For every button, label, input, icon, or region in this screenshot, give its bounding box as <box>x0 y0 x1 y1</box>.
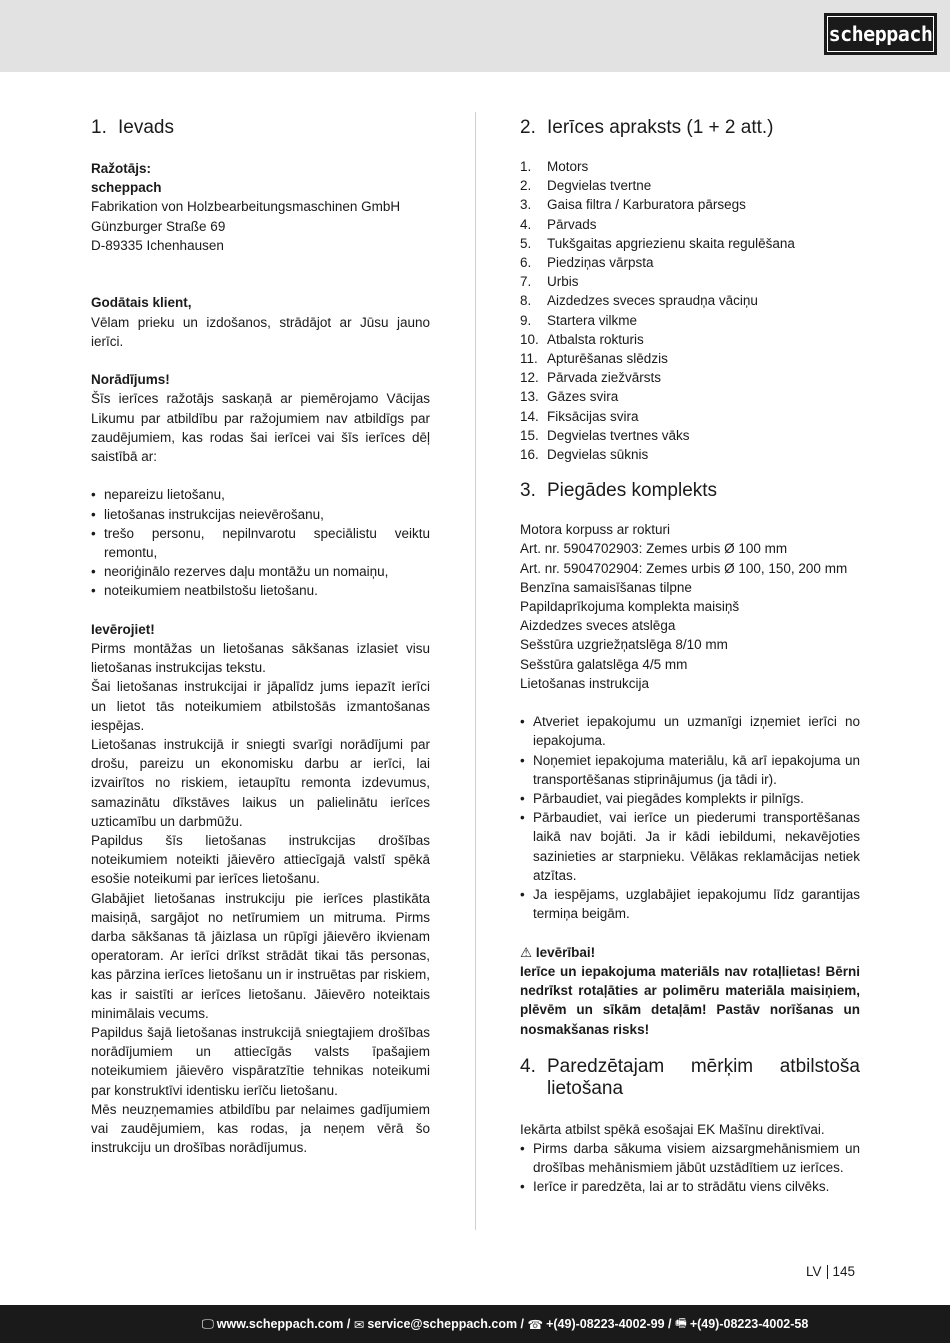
address-line: Fabrikation von Holzbearbeitungsmaschinen GmbH <box>91 199 401 215</box>
attention-label: Ievērojiet! <box>91 621 155 637</box>
list-item: 6. Piedziņas vārpsta <box>520 255 654 271</box>
brand-logo-text: scheppach <box>828 22 933 46</box>
warning-triangle-icon: ⚠ <box>520 944 533 960</box>
page-number-value: 145 <box>832 1264 856 1279</box>
column-divider <box>475 112 476 1230</box>
mail-icon: ✉ <box>353 1317 365 1332</box>
section-2-title: Ierīces apraksts (1 + 2 att.) <box>547 117 774 138</box>
section-3-title: Piegādes komplekts <box>547 480 718 502</box>
list-item: 12. Pārvada ziežvārsts <box>520 370 662 386</box>
delivery-item: Art. nr. 5904702903: Zemes urbis Ø 100 mm <box>520 541 788 557</box>
footer-bar: 🖵 www.scheppach.com / ✉ service@scheppach.com / ☎ +(49)-08223-4002-99 / 🖷 +(49)-08223-4002-58 <box>0 1305 950 1343</box>
left-column <box>91 117 430 1157</box>
warning-text: Ierīce un iepakojuma materiāls nav rotaļlietas! Bērni nedrīkst rotaļāties ar polimēru materiāla maisiņiem, plēvēm un sīkām detaļām! Pastāv norīšanas un nosmakšanas risks! <box>520 963 860 1037</box>
list-item: 3. Gaisa filtra / Karburatora pārsegs <box>520 197 746 213</box>
section-4-heading <box>520 1056 860 1100</box>
footer-fax: +(49)-08223-4002-58 <box>689 1317 809 1331</box>
section-2-heading <box>520 117 860 139</box>
header-band <box>0 0 950 72</box>
manufacturer-name: scheppach <box>91 180 162 196</box>
list-item: 14. Fiksācijas svira <box>520 408 639 424</box>
section-1-title: Ievads <box>118 117 174 138</box>
liability-list <box>91 485 430 600</box>
section-2-number: 2. <box>520 117 536 138</box>
attention-paragraph: Šai lietošanas instrukcijai ir jāpalīdz jums iepazīt ierīci un lietot tās noteikumiem atbilstošās izmantošanas iespējas. <box>91 679 430 733</box>
manufacturer-label: Ražotājs: <box>91 161 152 176</box>
list-item: 2. Degvielas tvertne <box>520 178 652 194</box>
note-text: Šīs ierīces ražotājs saskaņā ar piemērojamo Vācijas Likumu par atbildību par ražojumiem nav atbildīgs par zaudējumiem, kas rodas šai ierīcei vai šīs ierīces dēļ saistībā ar: <box>91 391 430 464</box>
list-item: • nepareizu lietošanu, <box>91 485 430 504</box>
list-item: • noteikumiem neatbilstošu lietošanu. <box>91 581 430 600</box>
parts-list <box>520 157 860 464</box>
attention-paragraph: Pirms montāžas un lietošanas sākšanas izlasiet visu lietošanas instrukcijas tekstu. <box>91 641 430 676</box>
section-4-title: Paredzētajam mērķim atbilstoša lietošana <box>547 1055 860 1099</box>
attention-paragraph: Papildus šajā lietošanas instrukcijā sniegtajiem drošības norādījumiem un attiecīgās valsts īpašajiem noteikumiem jāievēro vispāratzītie tehnikas noteikumi par konstruktīvi identisku ierīču lietošanu. <box>91 1025 430 1098</box>
list-item: 16. Degvielas sūknis <box>520 447 649 463</box>
footer-phone: +(49)-08223-4002-99 <box>546 1317 665 1331</box>
address-line: D-89335 Ichenhausen <box>91 237 224 253</box>
footer-website[interactable]: www.scheppach.com <box>216 1317 344 1331</box>
list-item: • lietošanas instrukcijas neievērošanu, <box>91 505 430 524</box>
list-item: • Atveriet iepakojumu un uzmanīgi izņemiet ierīci no iepakojuma. <box>520 712 860 750</box>
attention-paragraph: Papildus šīs lietošanas instrukcijas drošības noteikumiem noteikti jāievēro attiecīgajā valstī spēkā esošie noteikumi par ierīces lietošanu. <box>91 833 430 887</box>
list-item: • Pārbaudiet, vai ierīce un piederumi transportēšanas laikā nav bojāti. Ja ir kādi iebildumi, nekavējoties sazinieties ar starpnieku. Vēlākas reklamācijas netiek atzītas. <box>520 808 860 885</box>
list-item: • Pirms darba sākuma visiem aizsargmehānismiem un drošības mehānismiem jābūt uzstādītiem uz ierīces. <box>520 1139 860 1177</box>
fax-icon: 🖷 <box>675 1315 687 1330</box>
note-label: Norādījums! <box>91 372 170 388</box>
warning-label: ⚠ Ievērībai! <box>520 944 596 960</box>
list-item: • Ja iespējams, uzglabājiet iepakojumu līdz garantijas termiņa beigām. <box>520 885 860 923</box>
list-item: • neoriģinālo rezerves daļu montāžu un nomaiņu, <box>91 562 430 581</box>
section-3-heading <box>520 480 860 502</box>
computer-icon: 🖵 <box>201 1316 214 1331</box>
list-item: • Pārbaudiet, vai piegādes komplekts ir pilnīgs. <box>520 789 860 808</box>
list-item: 9. Startera vilkme <box>520 312 638 328</box>
attention-paragraph: Mēs neuzņemamies atbildību par nelaimes gadījumiem vai zaudējumiem, kas rodas, ja neņem vērā šo instrukciju un drošības norādījumus. <box>91 1101 430 1156</box>
footer-email[interactable]: service@scheppach.com <box>367 1317 518 1331</box>
list-item: 15. Degvielas tvertnes vāks <box>520 427 690 443</box>
list-item: • trešo personu, nepilnvarotu speciālistu veiktu remontu, <box>91 524 430 562</box>
page-number <box>806 1264 855 1279</box>
list-item: • Ierīce ir paredzēta, lai ar to strādātu viens cilvēks. <box>520 1177 860 1196</box>
unpack-list <box>520 712 860 923</box>
section-4-intro: Iekārta atbilst spēkā esošajai EK Mašīnu direktīvai. <box>520 1121 825 1137</box>
brand-logo <box>824 13 937 55</box>
greeting: Godātais klient, <box>91 295 192 311</box>
attention-paragraph: Lietošanas instrukcijā ir sniegti svarīgi norādījumi par drošu, pareizu un ekonomisku darbu ar ierīci, lai izvairītos no riskiem, ietaupītu remonta izdevumus, samazinātu dīkstāves laikus un palielinātu ierīces uzticamību un darbmūžu. <box>91 737 430 829</box>
language-code: LV <box>806 1264 822 1279</box>
list-item: 8. Aizdedzes sveces spraudņa vāciņu <box>520 293 758 309</box>
section-3-number: 3. <box>520 480 536 502</box>
right-column <box>520 117 860 1197</box>
delivery-item: Sešstūra galatslēga 4/5 mm <box>520 656 688 672</box>
list-item: 1. Motors <box>520 159 589 174</box>
list-item: 13. Gāzes svira <box>520 389 619 405</box>
list-item: 11. Apturēšanas slēdzis <box>520 351 668 367</box>
delivery-item: Art. nr. 5904702904: Zemes urbis Ø 100, 150, 200 mm <box>520 560 848 576</box>
list-item: • Noņemiet iepakojuma materiālu, kā arī iepakojuma un transportēšanas stiprinājumus (ja tādi ir). <box>520 751 860 789</box>
section-4-list <box>520 1139 860 1197</box>
greeting-text: Vēlam prieku un izdošanos, strādājot ar Jūsu jauno ierīci. <box>91 314 430 349</box>
section-1-number: 1. <box>91 117 107 138</box>
delivery-item: Lietošanas instrukcija <box>520 675 650 691</box>
attention-paragraph: Glabājiet lietošanas instrukciju pie ierīces plastikāta maisiņā, sargājot no netīrumiem un mitruma. Pirms darba sākšanas tā jāizlasa un rūpīgi jāievēro ikvienam operatoram. Ar ierīci drīkst strādāt tikai tās personas, kas pārzina ierīces lietošanu un ir instruētas par riskiem, kas ir saistīti ar ierīces lietošanu. Jāievēro noteiktais minimālais vecums. <box>91 890 430 1021</box>
delivery-item: Benzīna samaisīšanas tilpne <box>520 579 692 595</box>
phone-icon: ☎ <box>527 1317 544 1332</box>
list-item: 10. Atbalsta rokturis <box>520 331 644 347</box>
delivery-item: Motora korpuss ar rokturi <box>520 522 671 538</box>
section-1-heading <box>91 117 430 139</box>
delivery-item: Papildaprīkojuma komplekta maisiņš <box>520 599 740 615</box>
delivery-item: Aizdedzes sveces atslēga <box>520 618 676 634</box>
delivery-item: Sešstūra uzgriežņatslēga 8/10 mm <box>520 637 728 653</box>
list-item: 7. Urbis <box>520 274 579 290</box>
list-item: 5. Tukšgaitas apgriezienu skaita regulēšana <box>520 235 795 251</box>
list-item: 4. Pārvads <box>520 216 597 232</box>
address-line: Günzburger Straße 69 <box>91 218 226 234</box>
section-4-number: 4. <box>520 1055 536 1077</box>
